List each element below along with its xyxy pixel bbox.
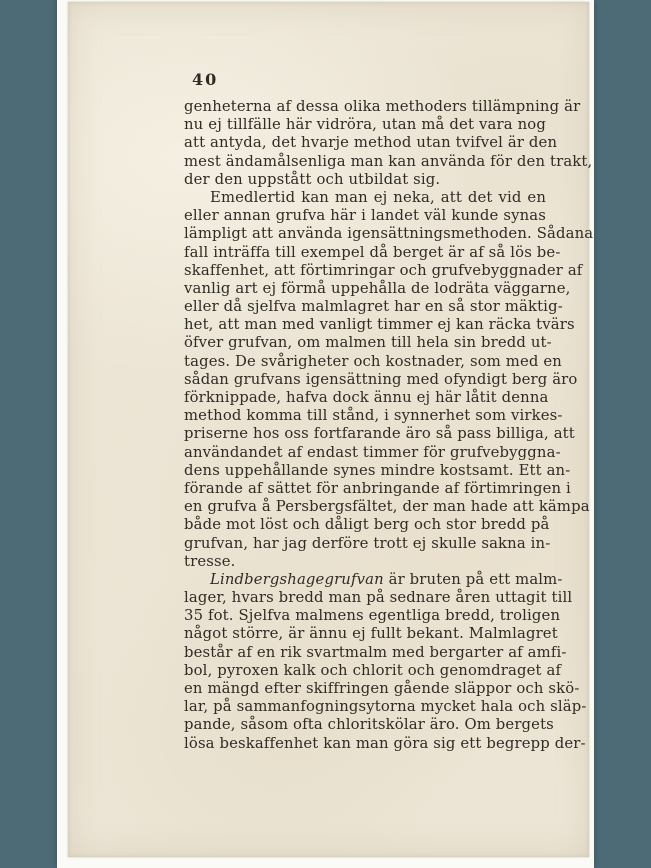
- text-line: dens uppehållande synes mindre kostsamt. Ett an-: [184, 461, 571, 479]
- text-line: att antyda, det hvarje method utan tvifvel är den: [184, 134, 558, 152]
- text-line: 35 fot. Sjelfva malmens egentliga bredd, troligen: [184, 607, 561, 625]
- text-line: priserne hos oss fortfarande äro så pass billiga, att: [184, 425, 575, 443]
- text-line: fall inträffa till exempel då berget är af så lös be-: [184, 243, 561, 261]
- text-line: lämpligt att använda igensättningsmethoden. Sådana: [184, 225, 594, 243]
- text-line: lösa beskaffenhet kan man göra sig ett begrepp der-: [184, 734, 586, 752]
- text-line: tresse.: [184, 552, 236, 570]
- text-line: eller då sjelfva malmlagret har en så stor mäktig-: [184, 298, 563, 316]
- text-line: Emedlertid kan man ej neka, att det vid en: [210, 188, 546, 206]
- text-line: vanlig art ej förmå uppehålla de lodräta väggarne,: [184, 279, 571, 297]
- text-line: förknippade, hafva dock ännu ej här låtit denna: [184, 389, 549, 406]
- text-line: öfver grufvan, om malmen till hela sin bredd ut-: [184, 334, 552, 352]
- text-line: genheterna af dessa olika methoders tillämpning är: [184, 98, 581, 115]
- text-line: mest ändamålsenliga man kan använda för den trakt,: [184, 152, 593, 170]
- text-line: lager, hvars bredd man på sednare åren uttagit till: [184, 589, 573, 607]
- text-line: en grufva å Persbergsfältet, der man hade att kämpa: [184, 498, 590, 516]
- text-line: method komma till stånd, i synnerhet som virkes-: [184, 407, 563, 425]
- text-line: något större, är ännu ej fullt bekant. Malmlagret: [184, 625, 558, 643]
- text-line: grufvan, har jag derföre trott ej skulle sakna in-: [184, 534, 551, 552]
- text-line: lar, på sammanfogningsytorna mycket hala och släp-: [184, 698, 587, 716]
- text-line: förande af sättet för anbringande af förtimringen i: [184, 479, 571, 497]
- text-line: Lindbergshagegrufvan är bruten på ett malm-: [210, 570, 563, 588]
- text-block: [184, 98, 594, 753]
- text-line: der den uppstått och utbildat sig.: [184, 170, 441, 188]
- text-line: både mot löst och dåligt berg och stor bredd på: [184, 516, 550, 534]
- text-line: pande, såsom ofta chloritskölar äro. Om bergets: [184, 716, 554, 734]
- book-page: [68, 2, 594, 857]
- text-line: bol, pyroxen kalk och chlorit och genomdraget af: [184, 661, 562, 679]
- italic-lead-word: Lindbergshagegrufvan: [210, 570, 384, 588]
- page-number: 40: [192, 70, 219, 89]
- text-line: sådan grufvans igensättning med ofyndigt berg äro: [184, 370, 578, 388]
- text-line: eller annan grufva här i landet väl kunde synas: [184, 207, 546, 225]
- text-line: användandet af endast timmer för grufvebyggna-: [184, 443, 561, 461]
- text-line: nu ej tillfälle här vidröra, utan må det vara nog: [184, 116, 546, 134]
- text-line: tages. De svårigheter och kostnader, som med en: [184, 352, 562, 370]
- paper-mat: [57, 0, 594, 868]
- text-line: en mängd efter skiffringen gående släppor och skö-: [184, 680, 580, 697]
- text-line: het, att man med vanligt timmer ej kan räcka tvärs: [184, 316, 575, 334]
- text-line: består af en rik svartmalm med bergarter af amfi-: [184, 643, 567, 661]
- text-line: skaffenhet, att förtimringar och grufvebyggnader af: [184, 261, 583, 279]
